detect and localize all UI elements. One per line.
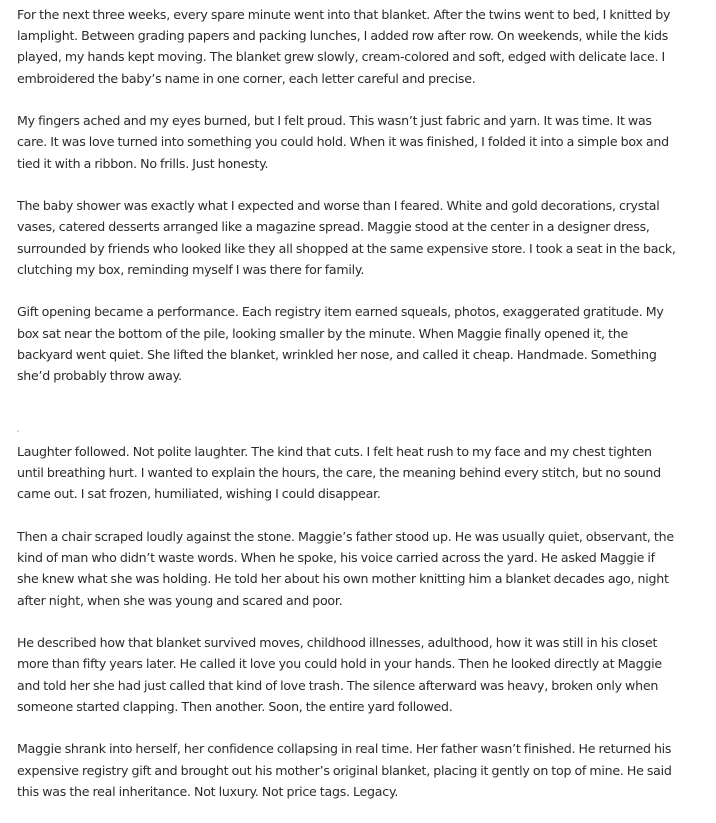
paragraph-5: Laughter followed. Not polite laughter. The kind that cuts. I felt heat rush to my face and my chest tighten until breathing hurt. I wanted to explain the hours, the care, the meaning behind every stitch, but no sound came out. I sat frozen, humiliated, wishing I could disappear. [17, 444, 661, 502]
blank-spacer [17, 408, 677, 420]
paragraph-7: He described how that blanket survived moves, childhood illnesses, adulthood, how it was still in his closet more than fifty years later. He called it love you could hold in your hands. Then he looked directly at Maggie and told her she had just called that kind of love trash. The silence afterward was heavy, broken only when someone started clapping. Then another. Soon, the entire yard followed. [17, 635, 662, 714]
paragraph-6: Then a chair scraped loudly against the stone. Maggie’s father stood up. He was usually quiet, observant, the kind of man who didn’t waste words. When he spoke, his voice carried across the yard. He asked Maggie if she knew what she was holding. He told her about his own mother knitting him a blanket decades ago, night after night, when she was young and scared and poor. [17, 529, 674, 608]
article-body [17, 4, 677, 823]
paragraph-4: Gift opening became a performance. Each registry item earned squeals, photos, exaggerated gratitude. My box sat near the bottom of the pile, looking smaller by the minute. When Maggie finally opened it, the backyard went quiet. She lifted the blanket, wrinkled her nose, and called it cheap. Handmade. Something she’d probably throw away. [17, 304, 664, 384]
paragraph-2: My fingers ached and my eyes burned, but I felt proud. This wasn’t just fabric and yarn. It was time. It was care. It was love turned into something you could hold. When it was finished, I folded it into a simple box and tied it with a ribbon. No frills. Just honesty. [17, 113, 669, 171]
paragraph-1: For the next three weeks, every spare minute went into that blanket. After the twins went to bed, I knitted by lamplight. Between grading papers and packing lunches, I added row after row. On weekends, while the kids played, my hands kept moving. The blanket grew slowly, cream-colored and soft, edged with delicate lace. I embroidered the baby’s name in one corner, each letter careful and precise. [17, 7, 671, 86]
paragraph-3: The baby shower was exactly what I expected and worse than I feared. White and gold decorations, crystal vases, catered desserts arranged like a magazine spread. Maggie stood at the center in a designer dress, surrounded by friends who looked like they all shopped at the same expensive store. I took a seat in the back, clutching my box, reminding myself I was there for family. [17, 198, 676, 277]
paragraph-8: Maggie shrank into herself, her confidence collapsing in real time. Her father wasn’t finished. He returned his expensive registry gift and brought out his mother’s original blanket, placing it gently on top of mine. He said this was the real inheritance. Not luxury. Not price tags. Legacy. [17, 741, 672, 799]
stray-dot [17, 430, 19, 432]
